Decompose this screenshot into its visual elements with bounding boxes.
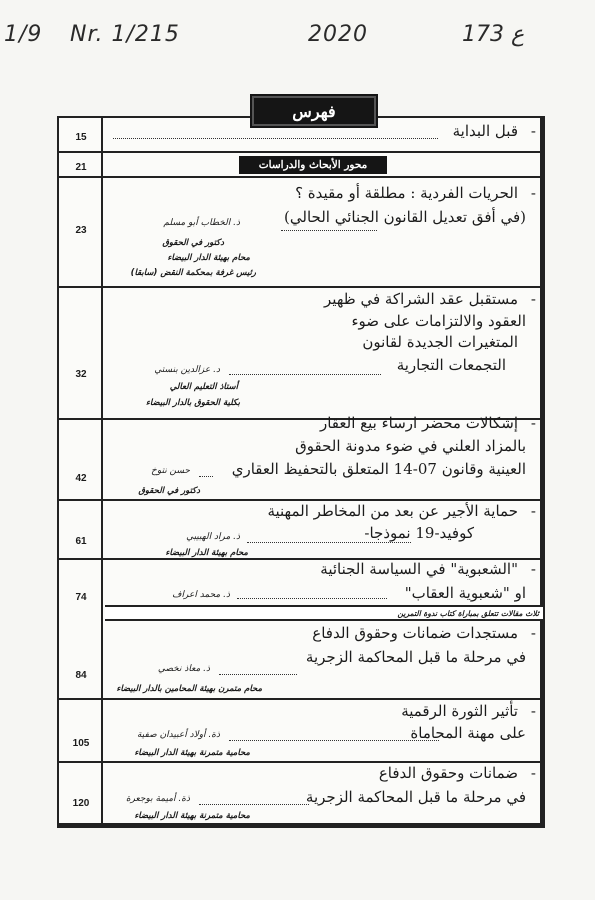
entry-title-line: العينية وقانون 07-14 المتعلق بالتحفيظ العقاري (231, 460, 526, 478)
bullet-dash: - (530, 290, 536, 308)
section-heading: محور الأبحاث والدراسات (239, 156, 387, 174)
divider (59, 176, 540, 178)
entry-author: ذ. معاذ نخصي (157, 664, 210, 674)
section-subheading: ثلاث مقالات تتعلق بمباراة كتاب ندوة التمرين (105, 605, 543, 621)
page-number: 74 (75, 592, 87, 603)
bullet-dash: - (530, 122, 536, 140)
bullet-dash: - (530, 184, 536, 202)
bullet-dash: - (530, 702, 536, 720)
leader-dots (219, 674, 297, 675)
leader-dots (247, 542, 411, 543)
author-role: محامية متمرنة بهيئة الدار البيضاء (134, 811, 250, 821)
entry-title-line: الحريات الفردية : مطلقة أو مقيدة ؟ (295, 184, 518, 202)
author-role: محامية متمرنة بهيئة الدار البيضاء (134, 748, 250, 758)
entry-title-line: (في أفق تعديل القانون الجنائي الحالي) (284, 208, 526, 226)
entry-title-line: مستجدات ضمانات وحقوق الدفاع (312, 624, 518, 642)
entry-title-line: "الشعبوية" في السياسة الجنائية (320, 560, 518, 578)
page-number: 105 (72, 738, 90, 749)
leader-dots (113, 138, 438, 139)
entry-author: ذ. مراد الهبيبي (186, 532, 240, 542)
leader-dots (281, 230, 377, 231)
page-number: 23 (75, 225, 87, 236)
leader-dots (199, 476, 213, 477)
entry-title-line: كوفيد-19 نموذجا- (364, 524, 474, 542)
bullet-dash: - (530, 502, 536, 520)
entry-author: حسن نتوخ (151, 466, 190, 476)
author-role: محام متمرن بهيئة المحامين بالدار البيضاء (116, 684, 262, 694)
page-number: 15 (75, 132, 87, 143)
entry-title-line: بالمزاد العلني في ضوء مدونة الحقوق (295, 437, 526, 455)
page-number-column (59, 118, 103, 823)
entry-author: ذة. أولاد أعبيدان صفية (136, 730, 220, 740)
author-role: دكتور في الحقوق (138, 486, 200, 496)
bullet-dash: - (530, 764, 536, 782)
entry-title-line: حماية الأجير عن بعد من المخاطر المهنية (267, 502, 518, 520)
author-role: أستاذ التعليم العالي (169, 382, 238, 392)
entry-title-line: إشكالات محضر ارساء بيع العقار (319, 414, 518, 432)
entry-title-line: على مهنة المحاماة (410, 724, 526, 742)
handwritten-mark-right: 173 ع (462, 22, 525, 47)
intro-title: قبل البداية (452, 122, 518, 140)
divider (59, 499, 540, 501)
entry-title-line: في مرحلة ما قبل المحاكمة الزجرية (305, 648, 526, 666)
author-role: محام بهيئة الدار البيضاء (165, 548, 248, 558)
page-number: 61 (75, 536, 87, 547)
entry-title-line: او "شعبوية العقاب" (404, 584, 526, 602)
bullet-dash: - (530, 624, 536, 642)
handwritten-number: Nr. 1/215 (70, 22, 180, 47)
leader-dots (199, 804, 309, 805)
entry-author: ذ. الخطاب أبو مسلم (163, 218, 240, 228)
leader-dots (229, 374, 381, 375)
page-number: 84 (75, 670, 87, 681)
author-role: دكتور في الحقوق (162, 238, 224, 248)
divider (59, 286, 540, 288)
bullet-dash: - (530, 414, 536, 432)
divider (59, 151, 540, 153)
entry-title-line: المتغيرات الجديدة لقانون (362, 333, 518, 351)
handwritten-year: 2020 (308, 22, 368, 47)
entry-title-line: ضمانات وحقوق الدفاع (378, 764, 518, 782)
entry-title-line: تأثير الثورة الرقمية (401, 702, 518, 720)
bullet-dash: - (530, 560, 536, 578)
entry-author: ذ. محمد اعراف (172, 590, 230, 600)
author-role: بكلية الحقوق بالدار البيضاء (145, 398, 240, 408)
entry-author: ذة. أميمة بوجعرة (125, 794, 190, 804)
page-number: 42 (75, 473, 87, 484)
entry-author: د. عزالدين بنستي (154, 365, 220, 375)
leader-dots (229, 740, 439, 741)
page-number: 32 (75, 369, 87, 380)
entry-title-line: في مرحلة ما قبل المحاكمة الزجرية (305, 788, 526, 806)
divider (59, 761, 540, 763)
divider (59, 698, 540, 700)
entry-title-line: مستقبل عقد الشراكة في ظهير (324, 290, 518, 308)
page-number: 21 (75, 162, 87, 173)
index-title: فهرس (252, 96, 376, 126)
page-number: 120 (72, 798, 90, 809)
author-role: محام بهيئة الدار البيضاء (167, 253, 250, 263)
entry-title-line: العقود والالتزامات على ضوء (351, 312, 526, 330)
entry-title-line: التجمعات التجارية (396, 356, 506, 374)
handwritten-mark-left: 1/9 (4, 22, 43, 47)
leader-dots (237, 598, 387, 599)
toc-frame (57, 116, 545, 828)
author-role: رئيس غرفة بمحكمة النقض (سابقا) (130, 268, 256, 278)
